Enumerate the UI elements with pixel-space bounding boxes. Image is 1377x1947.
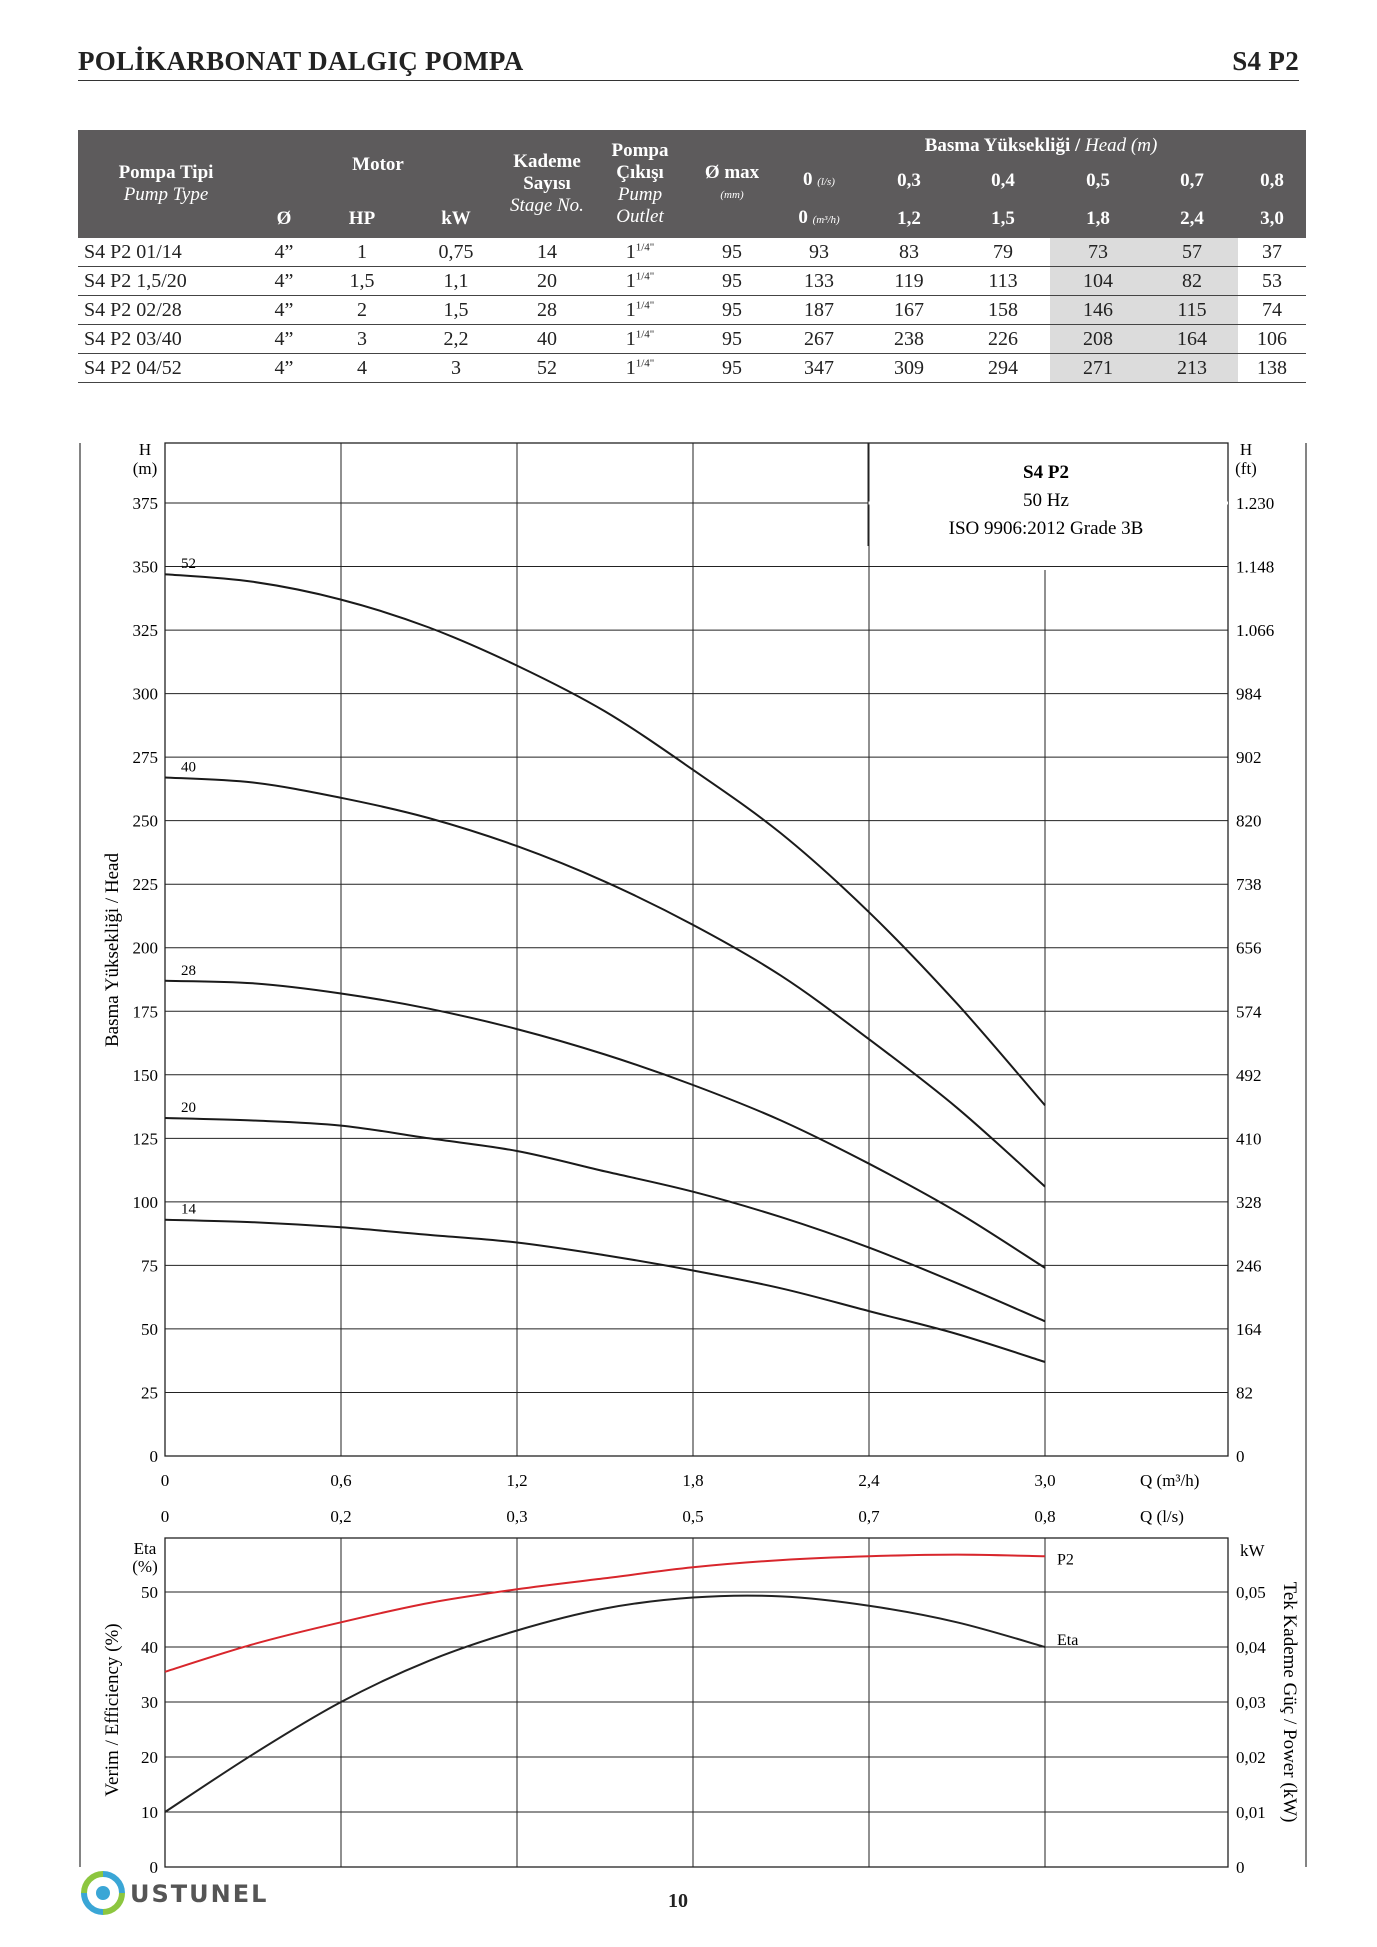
- head-ytick: 150: [132, 1065, 158, 1085]
- head-4: 82: [1146, 267, 1238, 296]
- head-5: 106: [1238, 325, 1306, 354]
- eff-ytick: 20: [141, 1748, 158, 1767]
- motor-dia-header: Ø: [254, 200, 314, 238]
- eff-yunit: (%): [132, 1557, 158, 1576]
- xtick-ls: 0,5: [682, 1507, 704, 1526]
- power-ytick: 0,04: [1236, 1638, 1266, 1657]
- outlet-label-en: Pump Outlet: [616, 184, 664, 227]
- head-curve-20: [165, 1118, 1045, 1321]
- eff-ytick: 50: [141, 1583, 158, 1602]
- pump-type: S4 P2 1,5/20: [78, 267, 254, 296]
- head-ytick: 0: [149, 1447, 158, 1466]
- dmax: 95: [688, 325, 776, 354]
- xlabel-ls: Q (l/s): [1140, 1507, 1184, 1526]
- motor-hp: 1: [314, 238, 410, 267]
- dmax: 95: [688, 296, 776, 325]
- head-3: 146: [1050, 296, 1146, 325]
- motor-hp: 3: [314, 325, 410, 354]
- motor-dia: 4”: [254, 267, 314, 296]
- stage: 40: [502, 325, 592, 354]
- head-curve-label-20: 20: [181, 1100, 196, 1117]
- xtick-m3h: 0: [160, 1471, 170, 1490]
- outlet: $1^{1/4"}$: [592, 238, 688, 267]
- flow-ls-1: 0,4: [956, 162, 1050, 200]
- head-ytick-ft: 82: [1236, 1383, 1253, 1403]
- motor-kw: 0,75: [410, 238, 502, 267]
- head-ytick-ft: 1.230: [1236, 494, 1275, 513]
- page-number: 10: [668, 1890, 688, 1912]
- head-ytick: 300: [132, 684, 158, 704]
- flow-m3-2: 1,8: [1050, 200, 1146, 238]
- head-2: 113: [956, 267, 1050, 296]
- head-ytick: 325: [132, 621, 158, 641]
- logo-text: USTUNEL: [130, 1880, 269, 1908]
- head-4: 164: [1146, 325, 1238, 354]
- head-ytick-ft: 164: [1236, 1319, 1262, 1339]
- motor-dia: 4”: [254, 354, 314, 383]
- flow-m3-zero-value: 0: [798, 207, 808, 228]
- head-3: 104: [1050, 267, 1146, 296]
- flow-ls-zero-value: 0: [803, 169, 813, 190]
- head-ytick: 25: [141, 1383, 158, 1403]
- stage: 28: [502, 296, 592, 325]
- head-ytick: 50: [141, 1319, 158, 1339]
- head-ylabel: Basma Yüksekliği / Head: [102, 852, 123, 1048]
- power-ytick: 0,03: [1236, 1693, 1266, 1712]
- motor-hp: 2: [314, 296, 410, 325]
- stage: 14: [502, 238, 592, 267]
- head-1: 238: [862, 325, 956, 354]
- head-ytick-ft: 1.066: [1236, 621, 1275, 641]
- head-yunit-top: H: [138, 440, 152, 459]
- head-curve-label-28: 28: [181, 962, 196, 979]
- flow-ls-3: 0,7: [1146, 162, 1238, 200]
- head-4: 57: [1146, 238, 1238, 267]
- pump-type: S4 P2 01/14: [78, 238, 254, 267]
- head-yunit-m: (m): [132, 459, 158, 478]
- head-3: 208: [1050, 325, 1146, 354]
- power-ytick: 0,05: [1236, 1583, 1266, 1602]
- outlet-label: Pompa Çıkışı: [611, 140, 669, 183]
- info-title: S4 P2: [1023, 462, 1069, 483]
- xtick-m3h: 2,4: [858, 1471, 880, 1490]
- model-name: S4 P2: [1232, 46, 1299, 76]
- flow-m3-4: 3,0: [1238, 200, 1306, 238]
- head-ytick-ft: 984: [1236, 684, 1262, 704]
- head-curve-label-52: 52: [181, 556, 196, 573]
- head-yunit-ft: (ft): [1235, 459, 1257, 478]
- head-ytick-ft: 574: [1236, 1002, 1262, 1022]
- head-3: 271: [1050, 354, 1146, 383]
- motor-hp: 1,5: [314, 267, 410, 296]
- logo-mark-icon: [80, 1870, 126, 1916]
- xtick-m3h: 1,8: [682, 1471, 704, 1490]
- pump-type: S4 P2 02/28: [78, 296, 254, 325]
- head-0: 347: [776, 354, 862, 383]
- head-ytick: 275: [132, 748, 158, 768]
- flow-ls-unit: (l/s): [817, 176, 835, 188]
- xlabel-m3h: Q (m³/h): [1140, 1471, 1200, 1490]
- motor-dia: 4”: [254, 296, 314, 325]
- head-ytick-ft: 0: [1236, 1447, 1245, 1466]
- head-ytick: 175: [132, 1002, 158, 1022]
- outlet: $1^{1/4"}$: [592, 267, 688, 296]
- power-ytick: 0,02: [1236, 1748, 1266, 1767]
- pump-type-label-en: Pump Type: [123, 184, 209, 205]
- motor-kw: 3: [410, 354, 502, 383]
- head-5: 74: [1238, 296, 1306, 325]
- head-2: 158: [956, 296, 1050, 325]
- motor-kw: 1,5: [410, 296, 502, 325]
- head-ytick-ft: 492: [1236, 1065, 1262, 1085]
- stage-label: Kademe Sayısı: [513, 151, 581, 194]
- head-0: 267: [776, 325, 862, 354]
- head-1: 119: [862, 267, 956, 296]
- xtick-ls: 0,8: [1034, 1507, 1056, 1526]
- eff-ytick: 0: [149, 1858, 158, 1877]
- head-ytick-ft: 410: [1236, 1129, 1262, 1149]
- head-ytick: 250: [132, 811, 158, 831]
- head-title: Basma Yüksekliği /: [924, 135, 1081, 156]
- head-ytick: 350: [132, 557, 158, 577]
- dmax: 95: [688, 354, 776, 383]
- head-5: 138: [1238, 354, 1306, 383]
- pump-type-label: Pompa Tipi: [118, 162, 214, 183]
- stage: 52: [502, 354, 592, 383]
- head-curve-label-14: 14: [181, 1201, 196, 1218]
- xtick-ls: 0,3: [506, 1507, 528, 1526]
- head-ytick: 100: [132, 1192, 158, 1212]
- head-ytick: 125: [132, 1129, 158, 1149]
- head-1: 309: [862, 354, 956, 383]
- motor-kw: 2,2: [410, 325, 502, 354]
- head-1: 167: [862, 296, 956, 325]
- flow-m3-3: 2,4: [1146, 200, 1238, 238]
- outlet: $1^{1/4"}$: [592, 325, 688, 354]
- pump-type: S4 P2 03/40: [78, 325, 254, 354]
- head-ytick-ft: 656: [1236, 938, 1262, 958]
- stage: 20: [502, 267, 592, 296]
- flow-m3-1: 1,5: [956, 200, 1050, 238]
- motor-dia: 4”: [254, 238, 314, 267]
- page-title: POLİKARBONAT DALGIÇ POMPA: [78, 46, 524, 76]
- flow-m3-0: 1,2: [862, 200, 956, 238]
- head-ytick-ft: 1.148: [1236, 557, 1275, 577]
- head-yunit-top-ft: H: [1239, 440, 1253, 459]
- dmax-label: Ø max: [704, 162, 760, 183]
- power-ylabel: Tek Kademe Güç / Power (kW): [1279, 1581, 1300, 1823]
- head-2: 79: [956, 238, 1050, 267]
- power-ytick: 0,01: [1236, 1803, 1266, 1822]
- head-4: 213: [1146, 354, 1238, 383]
- eff-ylabel: Verim / Efficiency (%): [102, 1623, 123, 1797]
- head-ytick: 75: [141, 1256, 158, 1276]
- stage-label-en: Stage No.: [510, 195, 584, 216]
- info-frequency: 50 Hz: [1023, 490, 1069, 511]
- xtick-m3h: 0,6: [330, 1471, 352, 1490]
- head-curve-40: [165, 778, 1045, 1187]
- eff-curve-label-P2: P2: [1057, 1551, 1074, 1569]
- xtick-m3h: 1,2: [506, 1471, 528, 1490]
- head-0: 93: [776, 238, 862, 267]
- xtick-ls: 0: [160, 1507, 170, 1526]
- head-5: 53: [1238, 267, 1306, 296]
- head-ytick-ft: 820: [1236, 811, 1262, 831]
- pump-type: S4 P2 04/52: [78, 354, 254, 383]
- eff-curve-label-Eta: Eta: [1057, 1632, 1079, 1649]
- motor-dia: 4”: [254, 325, 314, 354]
- outlet: $1^{1/4"}$: [592, 354, 688, 383]
- eff-yunit-top: Eta: [133, 1539, 157, 1558]
- head-curve-label-40: 40: [181, 759, 196, 776]
- head-5: 37: [1238, 238, 1306, 267]
- xtick-ls: 0,7: [858, 1507, 880, 1526]
- eff-ytick: 10: [141, 1803, 158, 1822]
- head-1: 83: [862, 238, 956, 267]
- head-title-en: Head (m): [1085, 135, 1158, 156]
- head-2: 226: [956, 325, 1050, 354]
- flow-ls-2: 0,5: [1050, 162, 1146, 200]
- outlet: $1^{1/4"}$: [592, 296, 688, 325]
- head-ytick: 375: [132, 494, 158, 513]
- power-yunit: kW: [1240, 1541, 1265, 1560]
- head-curve-14: [165, 1220, 1045, 1362]
- eff-ytick: 30: [141, 1693, 158, 1712]
- dmax: 95: [688, 267, 776, 296]
- head-ytick-ft: 246: [1236, 1256, 1262, 1276]
- flow-ls-0: 0,3: [862, 162, 956, 200]
- info-standard: ISO 9906:2012 Grade 3B: [948, 518, 1144, 539]
- head-ytick-ft: 738: [1236, 875, 1262, 895]
- flow-m3-unit: (m³/h): [812, 214, 840, 226]
- xtick-m3h: 3,0: [1034, 1471, 1056, 1490]
- head-2: 294: [956, 354, 1050, 383]
- xtick-ls: 0,2: [330, 1507, 352, 1526]
- flow-ls-4: 0,8: [1238, 162, 1306, 200]
- head-curve-52: [165, 574, 1045, 1105]
- dmax-unit: (mm): [720, 189, 744, 201]
- head-ytick: 225: [132, 875, 158, 895]
- head-ytick: 200: [132, 938, 158, 958]
- power-ytick: 0: [1236, 1858, 1245, 1877]
- head-ytick-ft: 328: [1236, 1192, 1262, 1212]
- dmax: 95: [688, 238, 776, 267]
- motor-hp-header: HP: [314, 200, 410, 238]
- eff-ytick: 40: [141, 1638, 158, 1657]
- head-3: 73: [1050, 238, 1146, 267]
- motor-hp: 4: [314, 354, 410, 383]
- motor-kw: 1,1: [410, 267, 502, 296]
- eff-curve-Eta: [165, 1596, 1045, 1812]
- head-0: 187: [776, 296, 862, 325]
- company-logo: [80, 1870, 280, 1916]
- head-ytick-ft: 902: [1236, 748, 1262, 768]
- motor-kw-header: kW: [410, 200, 502, 238]
- head-4: 115: [1146, 296, 1238, 325]
- head-0: 133: [776, 267, 862, 296]
- col-motor: Motor: [254, 130, 502, 200]
